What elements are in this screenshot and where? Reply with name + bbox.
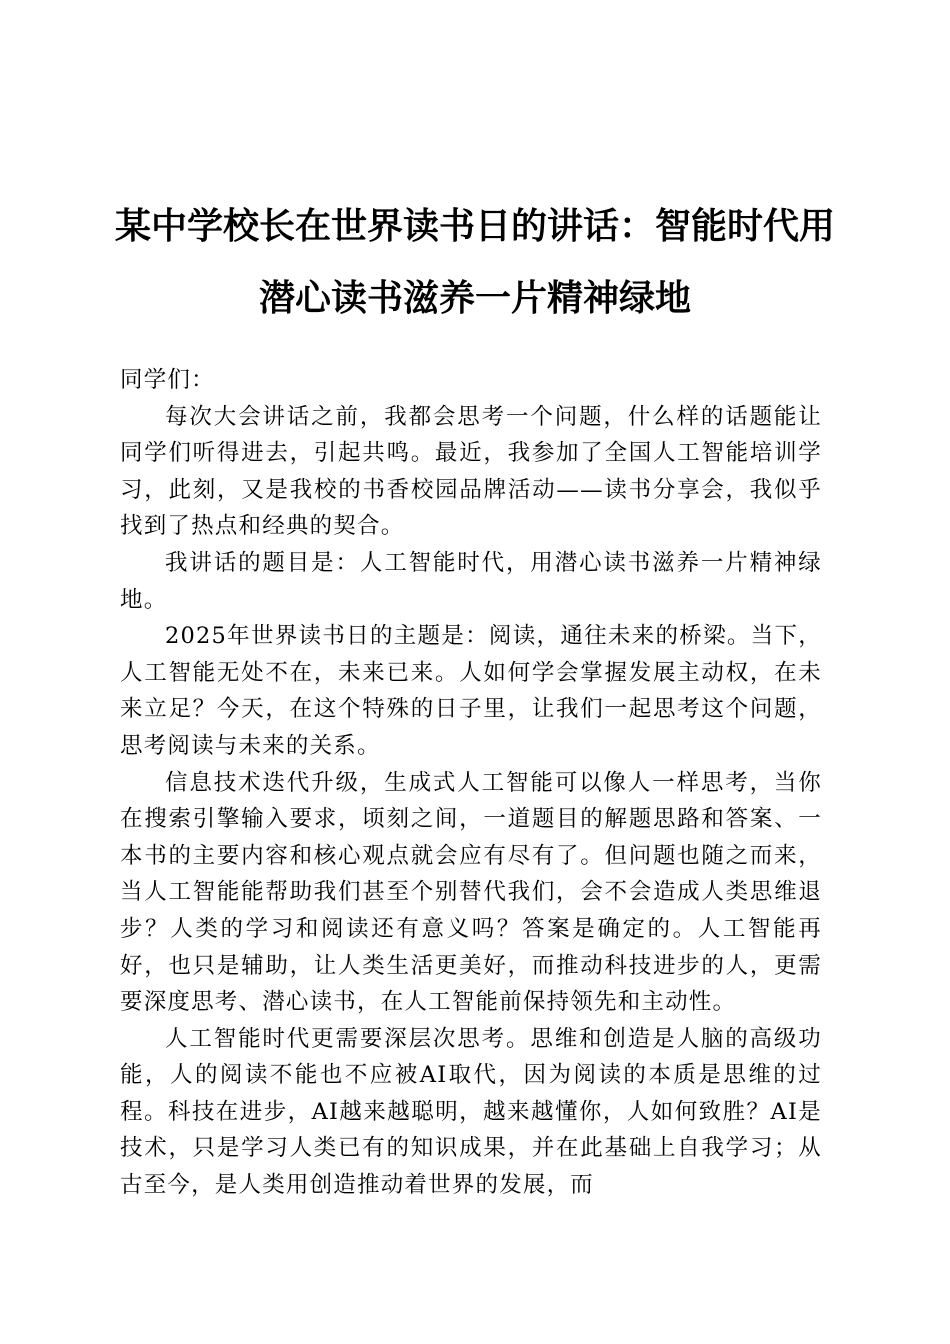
document-title: [110, 190, 840, 334]
paragraph-3: 2025年世界读书日的主题是：阅读，通往未来的桥梁。当下，人工智能无处不在，未来已来。人如何学会掌握发展主动权，在未来立足？今天，在这个特殊的日子里，让我们一起思考这个问题，思考阅读与未来的关系。: [120, 623, 822, 759]
document-body: [120, 362, 822, 1204]
title-line-2: 潜心读书滋养一片精神绿地: [258, 277, 691, 319]
paragraph-2: 我讲话的题目是：人工智能时代，用潜心读书滋养一片精神绿地。: [120, 549, 822, 613]
paragraph-5: 人工智能时代更需要深层次思考。思维和创造是人脑的高级功能，人的阅读不能也不应被AI取代，因为阅读的本质是思维的过程。科技在进步，AI越来越聪明，越来越懂你，人如何致胜？AI是技术，只是学习人类已有的知识成果，并在此基础上自我学习；从古至今，是人类用创造推动着世界的发展，而: [120, 1025, 822, 1199]
paragraph-4: 信息技术迭代升级，生成式人工智能可以像人一样思考，当你在搜索引擎输入要求，顷刻之间，一道题目的解题思路和答案、一本书的主要内容和核心观点就会应有尽有了。但问题也随之而来，当人工智能能帮助我们甚至个别替代我们，会不会造成人类思维退步？人类的学习和阅读还有意义吗？答案是确定的。人工智能再好，也只是辅助，让人类生活更美好，而推动科技进步的人，更需要深度思考、潜心读书，在人工智能前保持领先和主动性。: [120, 769, 822, 1016]
paragraph-1: 每次大会讲话之前，我都会思考一个问题，什么样的话题能让同学们听得进去，引起共鸣。最近，我参加了全国人工智能培训学习，此刻，又是我校的书香校园品牌活动——读书分享会，我似乎找到了热点和经典的契合。: [120, 403, 822, 540]
title-line-1: 某中学校长在世界读书日的讲话：智能时代用: [114, 205, 835, 247]
salutation: 同学们：: [120, 367, 215, 393]
